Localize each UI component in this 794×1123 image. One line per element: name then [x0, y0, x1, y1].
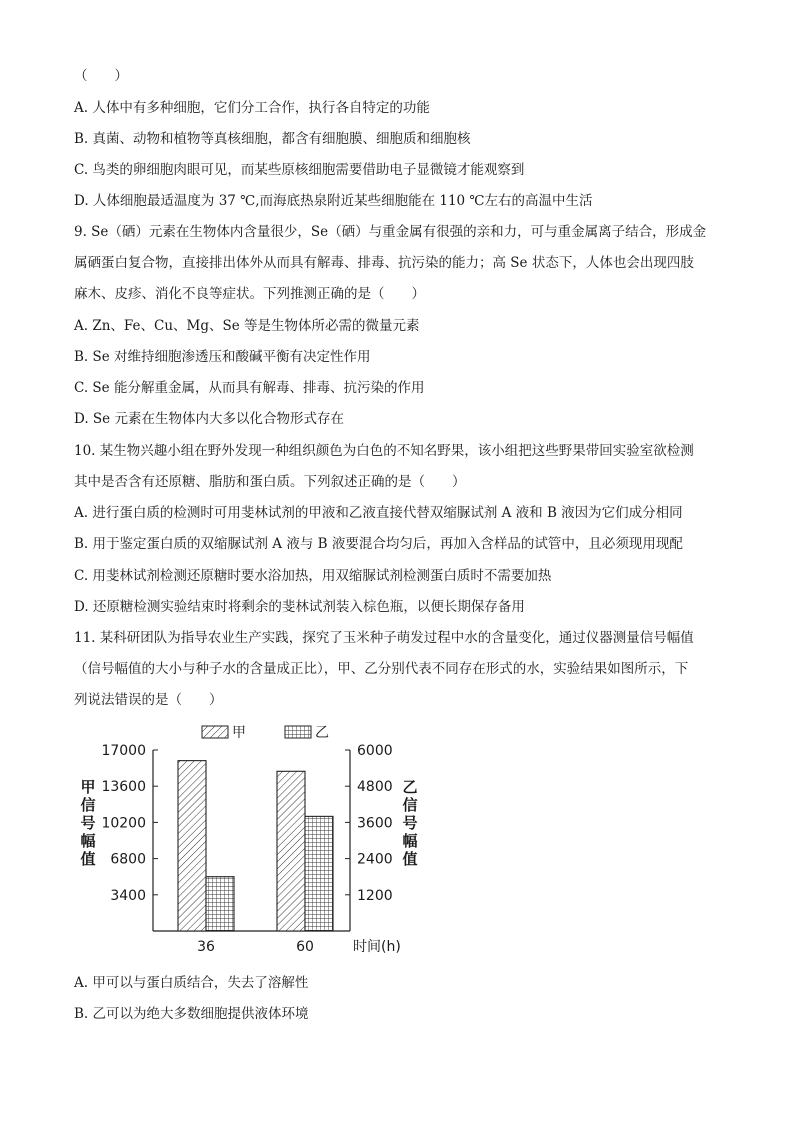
q10-option-c: C. 用斐林试剂检测还原糖时要水浴加热，用双缩脲试剂检测蛋白质时不需要加热: [74, 568, 552, 584]
left-tick-label: 6800: [110, 851, 146, 868]
q9-option-b: B. Se 对维持细胞渗透压和酸碱平衡有决定性作用: [74, 349, 371, 365]
q9-stem-line-2: 属硒蛋白复合物，直接排出体外从而具有解毒、排毒、抗污染的能力；高 Se 状态下，人体也会出现四肢: [74, 255, 694, 271]
bar-jia-36: [178, 761, 206, 931]
left-axis-label-char: 幅: [80, 832, 96, 850]
q8-option-a: A. 人体中有多种细胞，它们分工合作，执行各自特定的功能: [74, 100, 430, 116]
legend-label-yi: 乙: [315, 725, 329, 741]
q9-option-c: C. Se 能分解重金属，从而具有解毒、排毒、抗污染的作用: [74, 380, 425, 396]
q10-stem-line-2: 其中是否含有还原糖、脂肪和蛋白质。下列叙述正确的是（ ）: [74, 474, 466, 490]
q8-option-b: B. 真菌、动物和植物等真核细胞，都含有细胞膜、细胞质和细胞核: [74, 131, 471, 147]
left-tick-label: 17000: [101, 743, 146, 759]
q11-stem-line-2: （信号幅值的大小与种子水的含量成正比），甲、乙分别代表不同存在形式的水，实验结果如图所示，下: [74, 661, 689, 677]
left-axis-label-char: 值: [80, 850, 96, 868]
q9-option-d: D. Se 元素在生物体内大多以化合物形式存在: [74, 411, 344, 427]
q8-bracket: （ ）: [74, 68, 128, 84]
q8-option-d: D. 人体细胞最适温度为 37 ℃,而海底热泉附近某些细胞能在 110 ℃左右的高温中生活: [74, 193, 593, 209]
q10-option-d: D. 还原糖检测实验结束时将剩余的斐林试剂装入棕色瓶，以便长期保存备用: [74, 599, 525, 615]
right-tick-label: 4800: [357, 779, 393, 796]
right-tick-label: 2400: [357, 851, 393, 868]
left-axis-label-char: 信: [80, 796, 96, 814]
q10-option-a: A. 进行蛋白质的检测时可用斐林试剂的甲液和乙液直接代替双缩脲试剂 A 液和 B 液因为它们成分相同: [74, 505, 683, 521]
left-axis-label-char: 号: [80, 814, 96, 832]
water-signal-bar-chart: [60, 718, 440, 958]
q11-option-a: A. 甲可以与蛋白质结合，失去了溶解性: [74, 975, 309, 991]
q9-stem-line-3: 麻木、皮疹、消化不良等症状。下列推测正确的是（ ）: [74, 286, 425, 302]
x-tick-label: 60: [296, 939, 314, 955]
q9-option-a: A. Zn、Fe、Cu、Mg、Se 等是生物体所必需的微量元素: [74, 318, 420, 334]
q9-stem-line-1: 9. Se（硒）元素在生物体内含量很少，Se（硒）与重金属有很强的亲和力，可与重金属离子结合，形成金: [74, 224, 707, 240]
legend-swatch-yi: [285, 726, 311, 738]
right-axis-label-char: 信: [402, 796, 418, 814]
left-axis-label-char: 甲: [80, 778, 96, 796]
q11-stem-line-1: 11. 某科研团队为指导农业生产实践，探究了玉米种子萌发过程中水的含量变化，通过仪器测量信号幅值: [74, 630, 694, 646]
left-tick-label: 3400: [110, 887, 146, 904]
q10-option-b: B. 用于鉴定蛋白质的双缩脲试剂 A 液与 B 液要混合均匀后，再加入含样品的试管中，且必须现用现配: [74, 536, 683, 552]
q10-stem-line-1: 10. 某生物兴趣小组在野外发现一种组织颜色为白色的不知名野果，该小组把这些野果带回实验室欲检测: [74, 443, 694, 459]
bar-jia-60: [277, 771, 305, 931]
right-axis-label-char: 乙: [402, 778, 418, 796]
right-axis-label-char: 幅: [402, 832, 418, 850]
right-tick-label: 3600: [357, 815, 393, 832]
right-tick-label: 1200: [357, 887, 393, 904]
q11-option-b: B. 乙可以为绝大多数细胞提供液体环境: [74, 1006, 309, 1022]
right-tick-label: 6000: [357, 743, 393, 759]
x-axis-label: 时间(h): [353, 939, 401, 955]
left-tick-label: 10200: [101, 815, 146, 832]
legend-swatch-jia: [202, 726, 228, 738]
legend-label-jia: 甲: [232, 725, 246, 741]
right-axis-label-char: 号: [402, 814, 418, 832]
q11-stem-line-3: 列说法错误的是（ ）: [74, 692, 223, 708]
right-axis-label-char: 值: [402, 850, 418, 868]
x-tick-label: 36: [197, 939, 215, 955]
q8-option-c: C. 鸟类的卵细胞肉眼可见，而某些原核细胞需要借助电子显微镜才能观察到: [74, 162, 525, 178]
left-tick-label: 13600: [101, 779, 146, 796]
bar-yi-36: [206, 877, 234, 931]
bar-yi-60: [305, 816, 333, 931]
